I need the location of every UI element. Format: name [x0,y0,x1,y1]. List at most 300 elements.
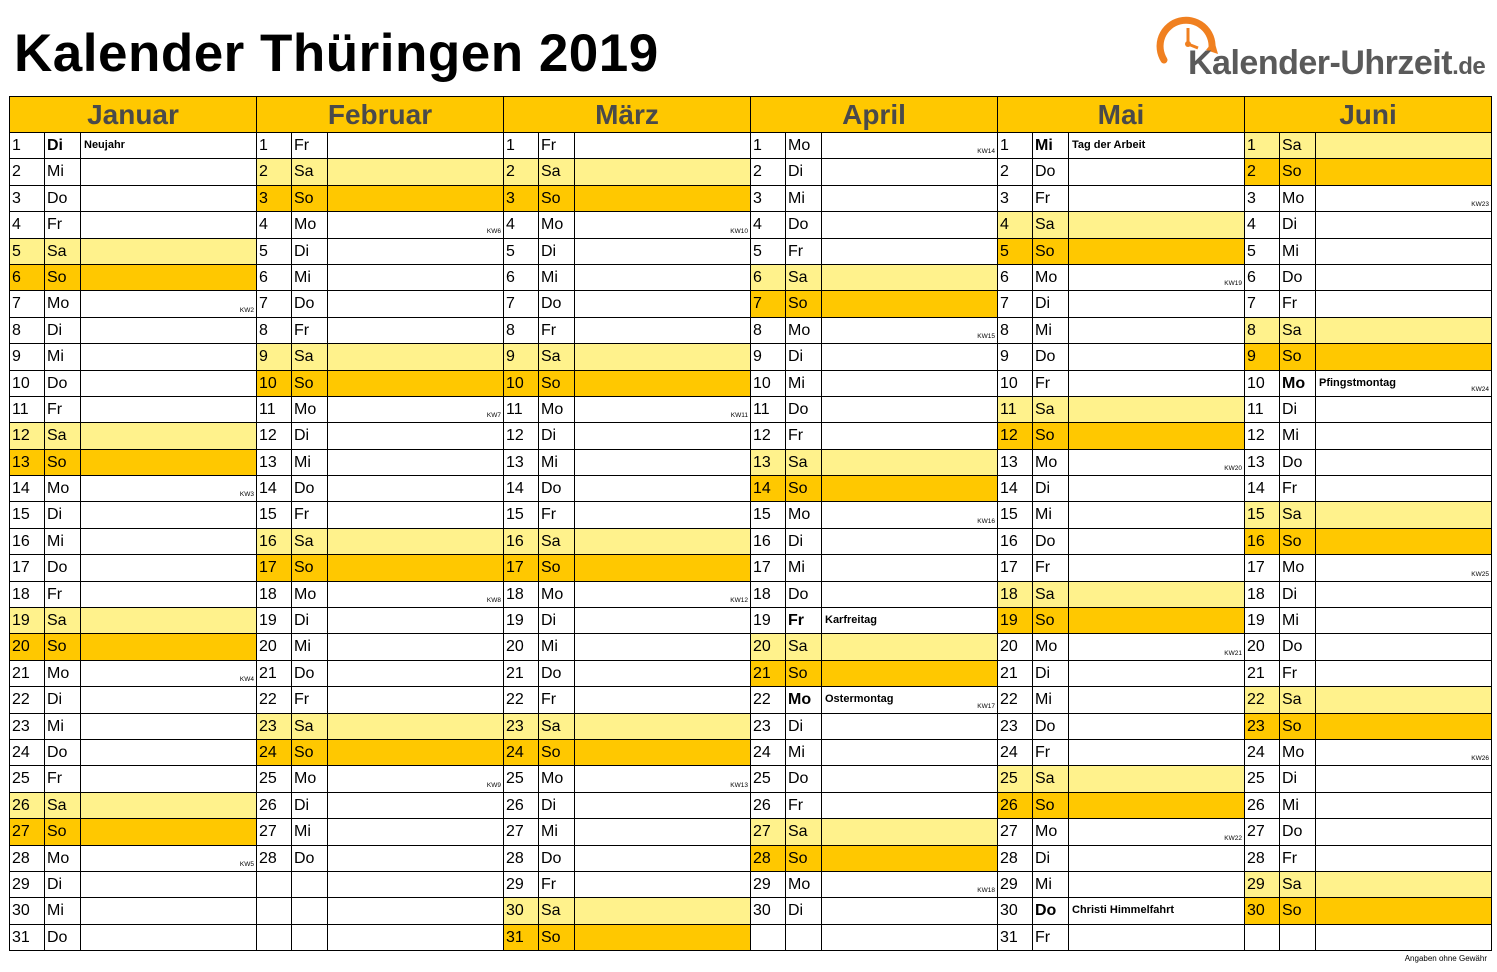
day-note [822,529,997,554]
weekday: Mo [1280,371,1316,396]
weekday: Do [292,476,328,501]
weekday: Di [786,159,822,184]
day-number: 27 [10,819,45,844]
site-logo[interactable] [1152,8,1492,88]
weekday: So [292,186,328,211]
day-cell [10,872,257,898]
weekday: Mi [45,898,81,923]
day-cell [257,318,504,344]
weekday: Mo [539,582,575,607]
weekday: Mi [1033,133,1069,158]
day-note [328,186,503,211]
day-number: 1 [998,133,1033,158]
day-cell [504,450,751,476]
day-cell [257,740,504,766]
weekday: Sa [292,159,328,184]
day-cell [257,344,504,370]
day-note [81,766,256,791]
day-cell [998,291,1245,317]
weekday: Mo [292,212,328,237]
day-note [81,529,256,554]
day-number: 22 [1245,687,1280,712]
weekday: Fr [786,793,822,818]
day-number: 10 [257,371,292,396]
weekday: Fr [292,133,328,158]
day-number: 5 [504,239,539,264]
day-number: 14 [998,476,1033,501]
table-row [10,766,1492,792]
day-number: 15 [504,502,539,527]
table-row [10,687,1492,713]
weekday: Di [539,423,575,448]
day-cell [504,740,751,766]
day-note [81,318,256,343]
day-number: 19 [504,608,539,633]
day-number: 23 [998,714,1033,739]
week-number: KW25 [1471,570,1489,578]
day-cell [998,423,1245,449]
day-cell [751,186,998,212]
holiday-name: Karfreitag [825,614,877,627]
weekday: Mo [1033,819,1069,844]
day-cell [751,529,998,555]
day-number [1245,925,1280,950]
table-row [10,555,1492,581]
day-note [328,793,503,818]
month-header: Mai [998,97,1245,133]
day-note [822,212,997,237]
weekday: Fr [45,766,81,791]
day-number: 17 [998,555,1033,580]
weekday: Sa [1280,687,1316,712]
day-cell [504,318,751,344]
weekday: Di [539,793,575,818]
weekday: Di [45,687,81,712]
day-cell [998,714,1245,740]
day-note [1069,555,1244,580]
day-cell [10,608,257,634]
table-row [10,634,1492,660]
day-note [328,476,503,501]
table-row [10,318,1492,344]
day-number: 18 [998,582,1033,607]
day-note [1069,133,1244,158]
day-number: 2 [1245,159,1280,184]
day-number: 17 [257,555,292,580]
day-number: 1 [504,133,539,158]
week-number: KW6 [486,227,501,235]
day-number: 7 [257,291,292,316]
weekday: Mi [786,555,822,580]
weekday: So [1033,608,1069,633]
weekday [292,872,328,897]
day-cell [1245,212,1492,238]
day-note [822,740,997,765]
day-cell [998,661,1245,687]
day-note [81,159,256,184]
week-number: KW20 [1224,465,1242,473]
day-number: 17 [751,555,786,580]
day-number: 16 [257,529,292,554]
day-cell [504,555,751,581]
day-cell [504,159,751,185]
day-cell [1245,898,1492,924]
day-cell [751,371,998,397]
weekday: Di [1280,212,1316,237]
week-number: KW14 [977,148,995,156]
day-number: 6 [504,265,539,290]
day-number: 1 [10,133,45,158]
weekday: Do [45,740,81,765]
table-row [10,661,1492,687]
day-cell [504,582,751,608]
day-cell [1245,159,1492,185]
day-cell [751,397,998,423]
weekday: Do [1280,265,1316,290]
day-cell [257,186,504,212]
day-note [81,344,256,369]
day-note [1316,291,1491,316]
day-note [575,846,750,871]
day-cell [257,872,504,898]
day-number: 4 [998,212,1033,237]
week-number: KW8 [486,597,501,605]
day-cell [10,212,257,238]
day-number: 7 [504,291,539,316]
day-number: 15 [1245,502,1280,527]
day-number: 30 [504,898,539,923]
day-number: 8 [998,318,1033,343]
day-number: 11 [751,397,786,422]
day-note [81,634,256,659]
weekday: Mo [45,661,81,686]
day-cell [257,687,504,713]
day-note [575,582,750,607]
day-cell [751,819,998,845]
day-cell [751,159,998,185]
weekday: Mi [1280,793,1316,818]
day-cell [1245,450,1492,476]
month-header: April [751,97,998,133]
day-note [328,423,503,448]
day-number: 28 [751,846,786,871]
day-cell [504,186,751,212]
day-number: 19 [257,608,292,633]
day-number: 7 [751,291,786,316]
day-note [575,423,750,448]
day-cell [998,476,1245,502]
weekday: Di [786,898,822,923]
day-cell [998,898,1245,924]
table-row [10,344,1492,370]
day-cell [1245,846,1492,872]
day-cell [257,476,504,502]
day-cell [1245,793,1492,819]
day-cell [751,740,998,766]
weekday: Sa [1033,212,1069,237]
weekday: Sa [539,898,575,923]
day-note [822,714,997,739]
weekday: Sa [539,344,575,369]
weekday: Sa [292,344,328,369]
day-number: 26 [257,793,292,818]
day-note [1316,740,1491,765]
weekday: Sa [292,529,328,554]
day-number: 20 [751,634,786,659]
day-cell [10,476,257,502]
day-number: 20 [1245,634,1280,659]
day-note [822,423,997,448]
day-number: 29 [504,872,539,897]
day-note [575,819,750,844]
day-number: 23 [1245,714,1280,739]
day-cell [10,450,257,476]
weekday: Do [292,291,328,316]
day-number: 2 [257,159,292,184]
day-cell [998,582,1245,608]
day-number: 15 [998,502,1033,527]
day-note [575,239,750,264]
day-note [575,133,750,158]
weekday: Mo [1033,634,1069,659]
day-cell [998,555,1245,581]
day-note [822,898,997,923]
day-note [575,740,750,765]
weekday: Mi [292,450,328,475]
weekday: So [539,555,575,580]
day-number: 2 [10,159,45,184]
day-number: 20 [10,634,45,659]
day-note [328,344,503,369]
day-number: 25 [10,766,45,791]
weekday: Do [786,582,822,607]
day-note [1316,634,1491,659]
day-number: 12 [998,423,1033,448]
table-row [10,582,1492,608]
day-note [328,371,503,396]
day-number: 12 [751,423,786,448]
day-note [575,212,750,237]
day-cell [998,793,1245,819]
day-note [81,846,256,871]
weekday: So [1033,239,1069,264]
day-number: 19 [10,608,45,633]
table-row [10,371,1492,397]
day-number: 28 [998,846,1033,871]
day-number: 3 [1245,186,1280,211]
day-number: 15 [751,502,786,527]
day-note [1316,793,1491,818]
day-cell [1245,133,1492,159]
day-number: 13 [1245,450,1280,475]
day-cell [504,291,751,317]
day-number: 22 [751,687,786,712]
day-note [1069,898,1244,923]
day-note [1316,344,1491,369]
day-cell [257,502,504,528]
day-number: 18 [504,582,539,607]
weekday: Do [539,661,575,686]
weekday: Di [1033,846,1069,871]
weekday: Sa [539,714,575,739]
day-note [575,344,750,369]
day-note [822,344,997,369]
weekday: Fr [786,423,822,448]
weekday: Mi [1280,239,1316,264]
weekday: Sa [1280,318,1316,343]
table-row [10,925,1492,951]
day-note [1316,502,1491,527]
table-row [10,872,1492,898]
day-number: 27 [1245,819,1280,844]
day-cell [998,925,1245,951]
day-number: 27 [751,819,786,844]
day-note [1316,687,1491,712]
day-cell [1245,634,1492,660]
day-note [328,819,503,844]
week-number: KW23 [1471,201,1489,209]
day-cell [1245,291,1492,317]
day-number: 23 [504,714,539,739]
day-note [328,318,503,343]
day-cell [257,159,504,185]
day-cell [504,714,751,740]
day-note [575,371,750,396]
weekday: Do [1033,714,1069,739]
day-cell [1245,186,1492,212]
day-note [1316,239,1491,264]
logo-text [1188,44,1485,83]
weekday: Mi [786,186,822,211]
day-note [575,318,750,343]
weekday: So [1280,714,1316,739]
weekday: Di [786,344,822,369]
day-cell [1245,423,1492,449]
day-cell [1245,608,1492,634]
day-note [1069,819,1244,844]
day-number: 27 [998,819,1033,844]
weekday: Mi [292,819,328,844]
weekday: Mi [539,265,575,290]
day-note [822,925,997,950]
holiday-name: Tag der Arbeit [1072,139,1146,151]
table-row [10,291,1492,317]
weekday: Mi [292,634,328,659]
day-note [81,397,256,422]
day-number: 9 [998,344,1033,369]
weekday: Fr [1033,740,1069,765]
day-note [575,634,750,659]
day-note [1069,714,1244,739]
day-number: 24 [751,740,786,765]
day-number: 8 [257,318,292,343]
week-number: KW5 [239,860,254,868]
weekday: Fr [45,397,81,422]
day-cell [10,634,257,660]
day-number: 4 [504,212,539,237]
day-number: 31 [998,925,1033,950]
day-number: 6 [998,265,1033,290]
day-note [328,265,503,290]
day-number: 13 [10,450,45,475]
weekday: Fr [539,687,575,712]
day-note [81,608,256,633]
weekday: Do [786,212,822,237]
day-number: 1 [1245,133,1280,158]
day-cell [751,212,998,238]
day-note [1069,740,1244,765]
weekday: Fr [292,687,328,712]
day-note [81,898,256,923]
day-note [822,661,997,686]
day-number: 9 [504,344,539,369]
weekday: Sa [1033,766,1069,791]
day-cell [504,265,751,291]
day-number: 5 [998,239,1033,264]
day-cell [504,925,751,951]
day-cell [751,608,998,634]
weekday: So [1280,159,1316,184]
day-note [822,239,997,264]
table-row [10,133,1492,159]
day-number: 14 [1245,476,1280,501]
weekday: Do [539,476,575,501]
day-number: 21 [10,661,45,686]
holiday-name: Pfingstmontag [1319,376,1396,389]
weekday: Do [1033,344,1069,369]
day-number: 26 [751,793,786,818]
day-cell [751,925,998,951]
day-cell [504,344,751,370]
day-note [575,714,750,739]
weekday: Fr [539,502,575,527]
day-number: 2 [751,159,786,184]
day-number: 13 [504,450,539,475]
day-number: 10 [998,371,1033,396]
day-note [1316,582,1491,607]
weekday: Mo [1033,265,1069,290]
week-number: KW7 [486,412,501,420]
day-cell [1245,555,1492,581]
day-number: 26 [504,793,539,818]
day-cell [10,344,257,370]
weekday: Di [539,608,575,633]
weekday: Do [539,846,575,871]
day-note [328,159,503,184]
week-number: KW24 [1471,385,1489,393]
day-number: 17 [10,555,45,580]
table-row [10,846,1492,872]
day-note [81,714,256,739]
day-note [822,793,997,818]
day-note [81,133,256,158]
day-cell [257,582,504,608]
weekday: Sa [292,714,328,739]
week-number: KW11 [730,412,748,420]
table-row [10,476,1492,502]
day-note [328,925,503,950]
weekday: Mi [539,819,575,844]
day-cell [504,766,751,792]
day-note [1316,819,1491,844]
week-number: KW15 [977,333,995,341]
day-number: 29 [1245,872,1280,897]
week-number: KW3 [239,491,254,499]
day-note [575,502,750,527]
day-cell [504,397,751,423]
day-cell [751,766,998,792]
day-cell [998,687,1245,713]
